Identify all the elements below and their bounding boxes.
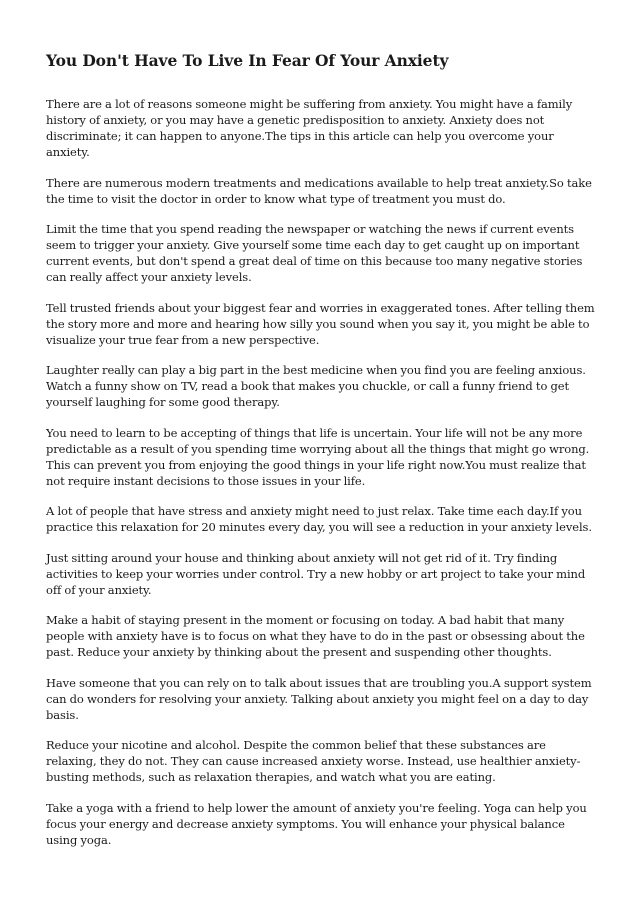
document-title: You Don't Have To Live In Fear Of Your Anxiety bbox=[46, 51, 449, 70]
paragraph: Limit the time that you spend reading the newspaper or watching the news if current events seem to trigger your anxiety. Give yourself some time each day to get caught up on important current events, but don't spend a great deal of time on this because too many negative stories can really affect your anxiety levels. bbox=[46, 222, 583, 284]
paragraph: Make a habit of staying present in the moment or focusing on today. A bad habit that many people with anxiety have is to focus on what they have to do in the past or obsessing about the past. Reduce your anxiety by thinking about the present and suspending other thoughts. bbox=[46, 613, 585, 659]
paragraph: Tell trusted friends about your biggest fear and worries in exaggerated tones. After telling them the story more and more and hearing how silly you sound when you say it, you might be able to visualize your true fear from a new perspective. bbox=[46, 300, 595, 347]
paragraph: You need to learn to be accepting of things that life is uncertain. Your life will not be any more predictable as a result of you spending time worrying about all the things that might go wrong. This can prevent you from enjoying the good things in your life right now.You must realize that not require instant decisions to those issues in your life. bbox=[46, 425, 590, 488]
paragraph: Laughter really can play a big part in the best medicine when you find you are feeling anxious. Watch a funny show on TV, read a book that makes you chuckle, or call a funny friend to get yourself laughing for some good therapy. bbox=[46, 363, 586, 409]
paragraph: Just sitting around your house and thinking about anxiety will not get rid of it. Try finding activities to keep your worries under control. Try a new hobby or art project to take your mind off of your anxiety. bbox=[46, 550, 586, 597]
paragraph: Have someone that you can rely on to talk about issues that are troubling you.A support system can do wonders for resolving your anxiety. Talking about anxiety you might feel on a day to day basis. bbox=[46, 675, 592, 722]
paragraph: Take a yoga with a friend to help lower the amount of anxiety you're feeling. Yoga can help you focus your energy and decrease anxiety symptoms. You will enhance your physical balance using yoga. bbox=[46, 800, 587, 847]
paragraph: A lot of people that have stress and anxiety might need to just relax. Take time each day.If you practice this relaxation for 20 minutes every day, you will see a reduction in your anxiety levels. bbox=[46, 504, 592, 534]
paragraph: There are numerous modern treatments and medications available to help treat anxiety.So take the time to visit the doctor in order to know what type of treatment you must do. bbox=[46, 175, 592, 206]
paragraph: There are a lot of reasons someone might be suffering from anxiety. You might have a family history of anxiety, or you may have a genetic predisposition to anxiety. Anxiety does not discriminate; it can happen to anyone.The tips in this article can help you overcome your anxiety. bbox=[46, 97, 573, 159]
paragraph: Reduce your nicotine and alcohol. Despite the common belief that these substances are relaxing, they do not. They can cause increased anxiety worse. Instead, use healthier anxiety-busting methods, such as relaxation therapies, and watch what you are eating. bbox=[46, 738, 581, 784]
